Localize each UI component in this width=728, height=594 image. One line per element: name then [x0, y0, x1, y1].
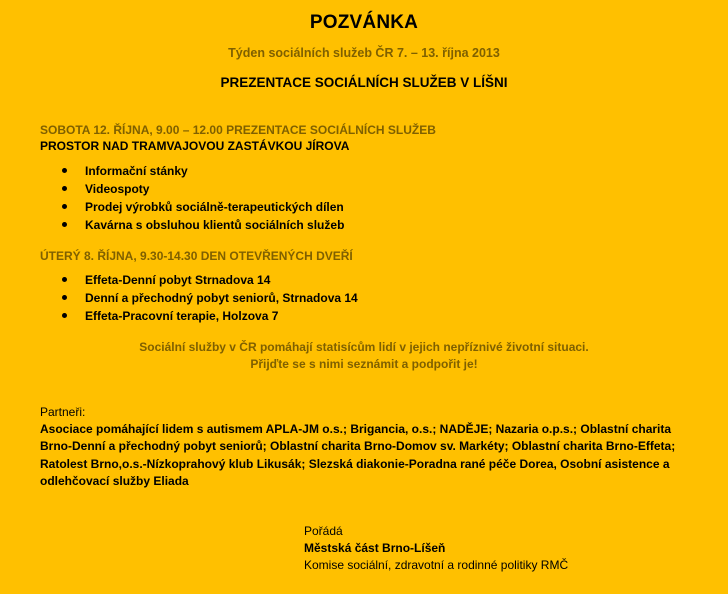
bullet-icon [62, 295, 67, 300]
note-line-1: Sociální služby v ČR pomáhají statisícům lidí v jejich nepříznivé životní situaci. [139, 340, 589, 354]
list-item: Videospoty [62, 180, 344, 198]
list-item: Denní a přechodný pobyt seniorů, Strnadova 14 [62, 289, 358, 307]
event-heading: PREZENTACE SOCIÁLNÍCH SLUŽEB V LÍŠNI [220, 75, 508, 90]
saturday-location: PROSTOR NAD TRAMVAJOVOU ZASTÁVKOU JÍROVA [40, 139, 350, 153]
bullet-icon [62, 277, 67, 282]
partners-list: Asociace pomáhající lidem s autismem APLA-JM o.s.; Brigancia, o.s.; NADĚJE; Nazaria o.p.s.; Oblastní charita Brno-Denní a přechodný pobyt seniorů; Oblastní charita Brno-Domov sv. Markéty; Oblastní charita Brno-Effeta; Ratolest Brno,o.s.-Nízkoprahový klub Likusák; Slezská diakonie-Poradna rané péče Dorea, Osobní asistence a odlehčovací služby Eliada [40, 422, 676, 489]
note-line-2: Přijďte se s nimi seznámit a podpořit je! [250, 357, 478, 371]
list-item: Effeta-Pracovní terapie, Holzova 7 [62, 307, 358, 325]
list-item: Effeta-Denní pobyt Strnadova 14 [62, 271, 358, 289]
page-title: POZVÁNKA [309, 12, 419, 33]
organizer-committee: Komise sociální, zdravotní a rodinné politiky RMČ [304, 558, 569, 572]
bullet-icon [62, 186, 67, 191]
list-item: Informační stánky [62, 162, 344, 180]
event-week-subtitle: Týden sociálních služeb ČR 7. – 13. října 2013 [228, 46, 500, 60]
list-item: Prodej výrobků sociálně-terapeutických dílen [62, 198, 344, 216]
partners-label: Partneři: [40, 405, 86, 419]
organizer-label: Pořádá [304, 524, 343, 538]
bullet-icon [62, 168, 67, 173]
saturday-list [62, 162, 344, 234]
bullet-icon [62, 204, 67, 209]
organizer-name: Městská část Brno-Líšeň [304, 541, 446, 555]
list-item: Kavárna s obsluhou klientů sociálních služeb [62, 216, 344, 234]
saturday-heading: SOBOTA 12. ŘÍJNA, 9.00 – 12.00 PREZENTACE SOCIÁLNÍCH SLUŽEB [40, 123, 436, 137]
tuesday-list [62, 271, 358, 325]
tuesday-heading: ÚTERÝ 8. ŘÍJNA, 9.30-14.30 DEN OTEVŘENÝCH DVEŘÍ [40, 249, 353, 263]
bullet-icon [62, 313, 67, 318]
bullet-icon [62, 222, 67, 227]
